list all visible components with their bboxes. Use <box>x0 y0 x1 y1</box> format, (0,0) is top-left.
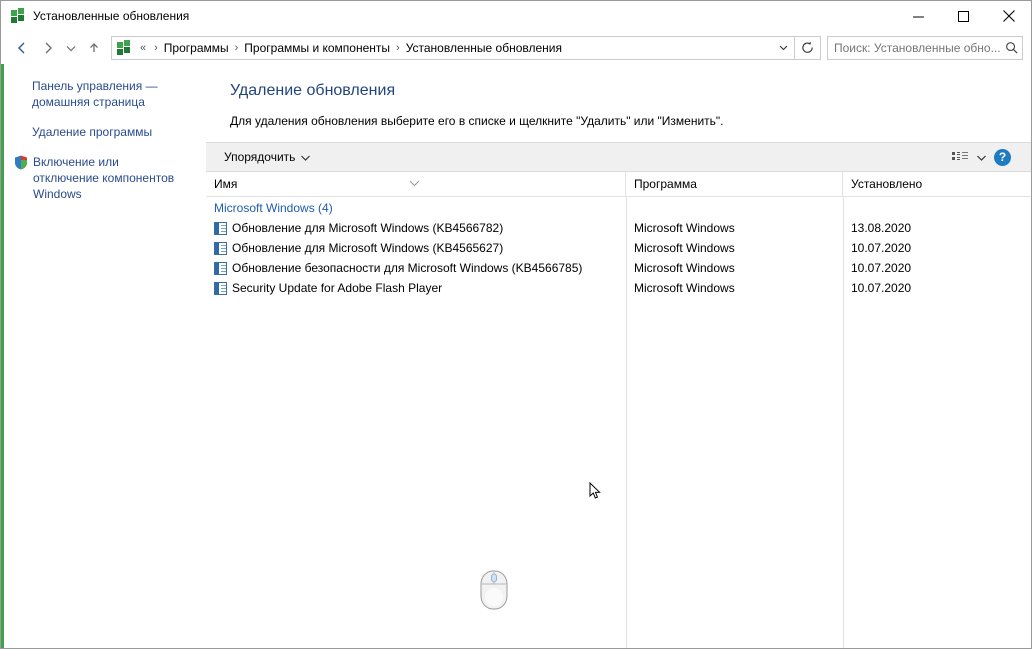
view-options-icon[interactable] <box>952 151 969 164</box>
row-installed-cell: 10.07.2020 <box>851 241 912 255</box>
row-name-cell <box>206 221 626 235</box>
update-icon <box>214 282 227 295</box>
recent-locations-chevron-down-icon[interactable] <box>61 35 81 61</box>
window-controls <box>896 1 1031 31</box>
maximize-icon[interactable] <box>941 1 986 31</box>
list-column-headers <box>206 172 1031 197</box>
breadcrumb-item-programs[interactable]: Программы <box>163 40 229 55</box>
table-row[interactable] <box>206 278 1031 298</box>
breadcrumb-item-installed-updates[interactable]: Установленные обновления <box>405 40 562 55</box>
toolbar-right-group <box>952 149 1023 166</box>
sidebar-item-uninstall-program[interactable]: Удаление программы <box>32 125 153 139</box>
sidebar-item-windows-features[interactable] <box>14 154 182 202</box>
update-icon <box>214 222 227 235</box>
breadcrumb-item-programs-and-features[interactable]: Программы и компоненты <box>244 40 391 55</box>
content-header <box>206 64 1031 142</box>
breadcrumb-control-panel-icon <box>116 40 132 56</box>
list-rows-region <box>206 197 1031 648</box>
address-bar <box>1 31 1031 64</box>
sidebar-item-label: Включение или отключение компонентов Windows <box>33 155 175 201</box>
row-name-label: Обновление для Microsoft Windows (KB4566782) <box>232 221 504 235</box>
content-pane <box>206 64 1031 648</box>
refresh-icon[interactable] <box>795 36 821 60</box>
row-name-cell <box>206 241 626 255</box>
breadcrumb-separator: › <box>234 41 239 54</box>
column-header-installed[interactable]: Установлено <box>851 177 923 191</box>
search-icon[interactable] <box>1005 41 1018 54</box>
breadcrumb-chevron-down-icon[interactable] <box>774 42 792 53</box>
search-input[interactable] <box>832 40 1005 56</box>
row-name-cell <box>206 281 626 295</box>
row-program-cell: Microsoft Windows <box>634 241 735 255</box>
help-icon[interactable]: ? <box>994 149 1011 166</box>
row-name-label: Обновление безопасности для Microsoft Windows (KB4566785) <box>232 261 583 275</box>
table-row[interactable] <box>206 238 1031 258</box>
column-header-name[interactable] <box>206 172 626 196</box>
row-name-label: Security Update for Adobe Flash Player <box>232 281 443 295</box>
toolbar <box>206 142 1031 172</box>
page-title: Удаление обновления <box>230 82 396 99</box>
chevron-down-icon <box>301 150 310 164</box>
up-arrow-icon[interactable] <box>81 35 107 61</box>
row-program-cell: Microsoft Windows <box>634 261 735 275</box>
column-header-program[interactable]: Программа <box>626 172 843 196</box>
breadcrumb[interactable] <box>111 36 795 60</box>
column-header-name-label: Имя <box>214 177 238 191</box>
organize-button[interactable] <box>218 147 316 167</box>
sort-ascending-icon <box>409 172 420 196</box>
list-rows <box>206 197 1031 648</box>
row-name-cell <box>206 261 626 275</box>
group-header[interactable]: Microsoft Windows (4) <box>214 201 333 215</box>
close-icon[interactable] <box>986 1 1031 31</box>
breadcrumb-prefix: « <box>140 41 147 54</box>
organize-label: Упорядочить <box>224 150 296 164</box>
view-options-chevron-down-icon[interactable] <box>977 150 986 164</box>
search-box[interactable] <box>827 36 1023 60</box>
breadcrumb-separator: › <box>154 41 158 54</box>
updates-list <box>206 172 1031 648</box>
table-row[interactable] <box>206 258 1031 278</box>
row-installed-cell: 10.07.2020 <box>851 281 912 295</box>
update-icon <box>214 242 227 255</box>
back-arrow-icon[interactable] <box>9 35 35 61</box>
minimize-icon[interactable] <box>896 1 941 31</box>
control-panel-icon <box>10 8 26 24</box>
update-icon <box>214 262 227 275</box>
row-program-cell: Microsoft Windows <box>634 221 735 235</box>
page-description: Для удаления обновления выберите его в списке и щелкните "Удалить" или "Изменить". <box>230 114 724 128</box>
row-name-label: Обновление для Microsoft Windows (KB4565627) <box>232 241 504 255</box>
title-bar <box>1 1 1031 31</box>
sidebar <box>4 64 206 648</box>
row-installed-cell: 10.07.2020 <box>851 261 912 275</box>
row-installed-cell: 13.08.2020 <box>851 221 912 235</box>
title-bar-left <box>1 8 189 24</box>
table-row[interactable] <box>206 218 1031 238</box>
sidebar-item-control-panel-home[interactable]: Панель управления — домашняя страница <box>32 79 158 109</box>
row-program-cell: Microsoft Windows <box>634 281 735 295</box>
window-body <box>1 64 1031 648</box>
window-title: Установленные обновления <box>33 9 190 23</box>
breadcrumb-separator: › <box>396 41 400 54</box>
shield-icon <box>14 155 28 170</box>
forward-arrow-icon[interactable] <box>35 35 61 61</box>
